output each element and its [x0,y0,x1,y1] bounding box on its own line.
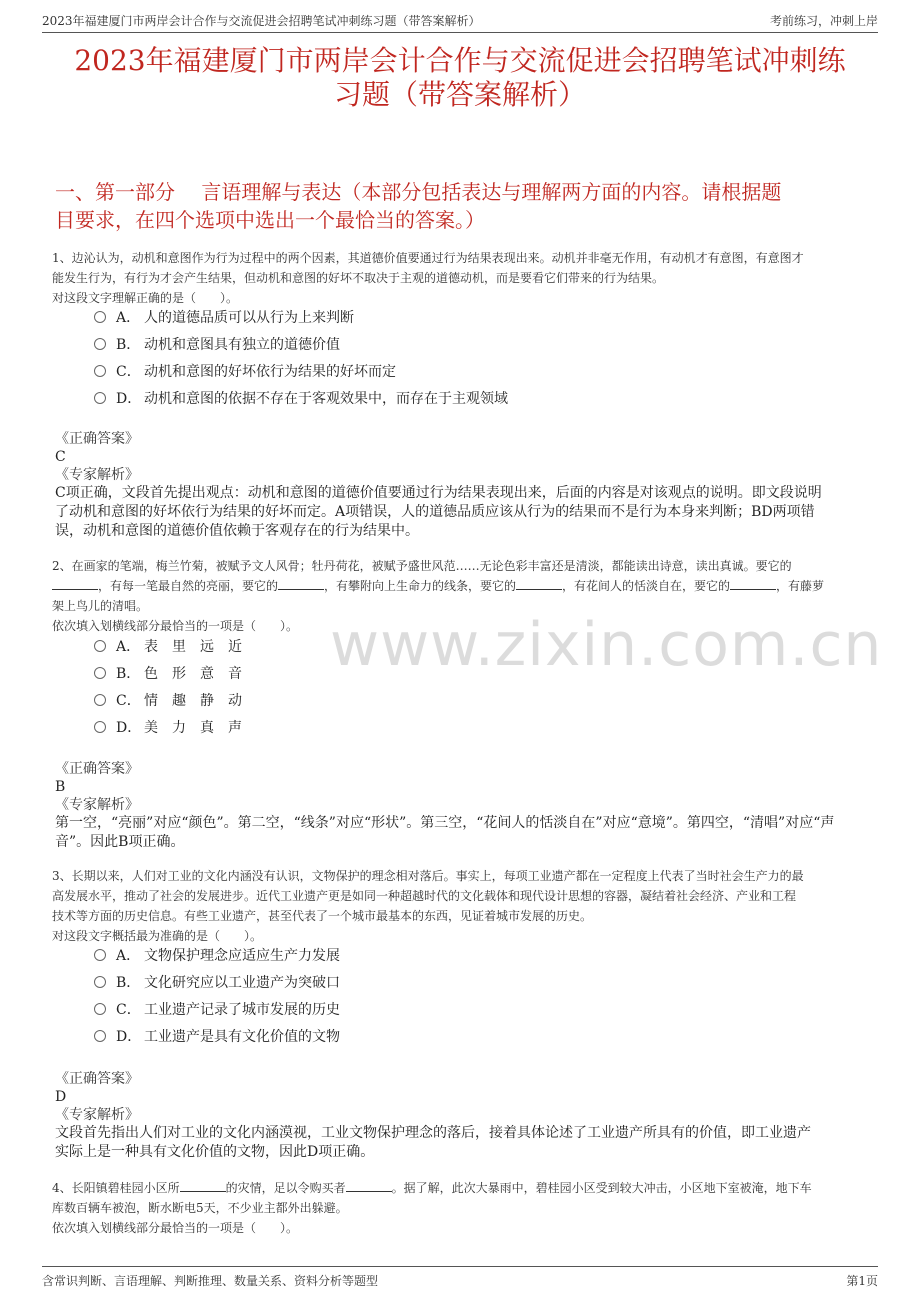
analysis-line: 文段首先指出人们对工业的文化内涵漠视，工业文物保护理念的落后，接着具体论述了工业遗产所具有的价值，即工业遗产 [55,1125,811,1141]
question-2-option-c[interactable] [94,690,242,712]
option-text: 动机和意图的好坏依行为结果的好坏而定 [144,364,396,380]
option-letter: A． [116,639,141,655]
header-doc-title: 2023年福建厦门市两岸会计合作与交流促进会招聘笔试冲刺练习题（带答案解析） [42,14,481,28]
correct-answer: C [55,449,66,465]
footer-description: 含常识判断、言语理解、判断推理、数量关系、资料分析等题型 [42,1274,379,1288]
radio-icon[interactable] [94,392,106,404]
question-2-option-d[interactable] [94,717,242,739]
question-1-option-b[interactable] [94,334,340,356]
stem-fragment: ，有藤萝 [776,579,825,593]
radio-icon[interactable] [94,949,106,961]
stem-line: 2、在画家的笔端，梅兰竹菊，被赋予文人风骨；牡丹荷花，被赋予盛世风范……无论色彩丰富还是清淡，都能读出诗意，读出真诚。要它的 [52,559,792,573]
option-text: 工业遗产记录了城市发展的历史 [144,1002,340,1018]
correct-answer-label: 《正确答案》 [55,761,139,777]
correct-answer: D [55,1089,67,1105]
radio-icon[interactable] [94,1003,106,1015]
analysis-line: 误，动机和意图的道德价值依赖于客观存在的行为结果中。 [55,523,419,539]
stem-fragment: 4、长阳镇碧桂园小区所 [52,1181,180,1195]
radio-icon[interactable] [94,667,106,679]
page-number: 第1页 [846,1274,878,1288]
option-letter: D． [116,720,142,736]
question-3-option-a[interactable] [94,945,340,967]
option-text: 文物保护理念应适应生产力发展 [144,948,340,964]
radio-icon[interactable] [94,1030,106,1042]
stem-fragment: 的灾情，足以令购买者 [225,1181,346,1195]
question-3-stem [52,866,872,946]
fill-blank [346,1179,392,1192]
option-letter: B． [116,337,141,353]
option-letter: B． [116,666,141,682]
option-letter: B． [116,975,141,991]
option-letter: D． [116,1029,142,1045]
analysis-line: 音”。因此B项正确。 [55,834,185,850]
analysis-line: 了动机和意图的好坏依行为结果的好坏而定。A项错误，人的道德品质应该从行为的结果而不是行为本身来判断；BD两项错 [55,504,815,520]
radio-icon[interactable] [94,338,106,350]
question-3-answer-block [55,1070,875,1162]
analysis-label: 《专家解析》 [55,797,139,813]
question-3-option-c[interactable] [94,999,340,1021]
title-line-1: 2023年福建厦门市两岸会计合作与交流促进会招聘笔试冲刺练 [74,44,846,77]
question-2-option-a[interactable] [94,636,242,658]
option-text: 色 形 意 音 [144,666,242,682]
option-text: 人的道德品质可以从行为上来判断 [144,310,354,326]
radio-icon[interactable] [94,311,106,323]
question-1-answer-block [55,430,875,541]
stem-line: 依次填入划横线部分最恰当的一项是（ ）。 [52,619,299,633]
option-text: 动机和意图的依据不存在于客观效果中，而存在于主观领域 [144,391,508,407]
stem-fragment: ，有花间人的恬淡自在，要它的 [562,579,731,593]
stem-line: 能发生行为，有行为才会产生结果，但动机和意图的好坏不取决于主观的道德动机，而是要看它们带来的行为结果。 [52,271,665,285]
analysis-label: 《专家解析》 [55,467,139,483]
correct-answer-label: 《正确答案》 [55,431,139,447]
option-letter: A． [116,948,141,964]
header-slogan: 考前练习，冲刺上岸 [769,14,878,28]
question-1-option-d[interactable] [94,388,508,410]
fill-blank [516,577,562,590]
analysis-line: C项正确，文段首先提出观点：动机和意图的道德价值要通过行为结果表现出来，后面的内容是对该观点的说明。即文段说明 [55,485,822,501]
analysis-line: 第一空，“亮丽”对应“颜色”。第二空，“线条”对应“形状”。第三空，“花间人的恬淡自在”对应“意境”。第四空，“清唱”对应“声 [55,815,835,831]
correct-answer-label: 《正确答案》 [55,1071,139,1087]
radio-icon[interactable] [94,976,106,988]
option-letter: C． [116,1002,141,1018]
stem-line: 库数百辆车被泡，断水断电5天，不少业主都外出躲避。 [52,1201,348,1215]
watermark: www.zixin.com.cn [330,610,883,680]
section-heading-line-1: 一、第一部分 言语理解与表达（本部分包括表达与理解两方面的内容。请根据题 [55,180,782,204]
question-4-stem [52,1178,872,1238]
stem-line: 依次填入划横线部分最恰当的一项是（ ）。 [52,1221,299,1235]
option-letter: A． [116,310,141,326]
fill-blank [180,1179,226,1192]
option-text: 表 里 远 近 [144,639,242,655]
option-letter: D． [116,391,142,407]
question-2-answer-block [55,760,875,852]
page-header [42,12,878,33]
fill-blank [52,577,98,590]
correct-answer: B [55,779,66,795]
question-2-option-b[interactable] [94,663,242,685]
fill-blank [278,577,324,590]
stem-fragment: ，有每一笔最自然的亮丽，要它的 [98,579,279,593]
stem-line: 3、长期以来，人们对工业的文化内涵没有认识，文物保护的理念相对落后。事实上，每项工业遗产都在一定程度上代表了当时社会生产力的最 [52,869,804,883]
question-1-option-c[interactable] [94,361,396,383]
option-letter: C． [116,693,141,709]
option-text: 美 力 真 声 [144,720,242,736]
stem-line: 高发展水平，推动了社会的发展进步。近代工业遗产更是如同一种超越时代的文化载体和现代设计思想的容器，凝结着社会经济、产业和工程 [52,889,797,903]
option-letter: C． [116,364,141,380]
analysis-line: 实际上是一种具有文化价值的文物，因此D项正确。 [55,1144,375,1160]
page-footer [42,1266,878,1289]
option-text: 动机和意图具有独立的道德价值 [144,337,340,353]
stem-fragment: 。据了解，此次大暴雨中，碧桂园小区受到较大冲击，小区地下室被淹，地下车 [391,1181,812,1195]
stem-line [52,1178,872,1198]
radio-icon[interactable] [94,721,106,733]
question-1-stem [52,248,872,308]
radio-icon[interactable] [94,640,106,652]
question-2-stem [52,556,872,636]
section-heading-line-2: 目要求，在四个选项中选出一个最恰当的答案。） [55,208,485,232]
stem-line [52,576,872,596]
option-text: 文化研究应以工业遗产为突破口 [144,975,340,991]
question-3-option-b[interactable] [94,972,340,994]
stem-line: 1、边沁认为，动机和意图作为行为过程中的两个因素，其道德价值要通过行为结果表现出来。动机并非毫无作用，有动机才有意图，有意图才 [52,251,804,265]
stem-line: 对这段文字概括最为准确的是（ ）。 [52,929,263,943]
radio-icon[interactable] [94,694,106,706]
question-3-option-d[interactable] [94,1026,340,1048]
stem-line: 对这段文字理解正确的是（ ）。 [52,291,239,305]
stem-fragment: ，有攀附向上生命力的线条，要它的 [324,579,517,593]
question-1-option-a[interactable] [94,307,354,329]
section-heading [55,178,870,234]
fill-blank [730,577,776,590]
option-text: 情 趣 静 动 [144,693,242,709]
option-text: 工业遗产是具有文化价值的文物 [144,1029,340,1045]
analysis-label: 《专家解析》 [55,1107,139,1123]
stem-line: 架上鸟儿的清唱。 [52,599,149,613]
radio-icon[interactable] [94,365,106,377]
document-title [40,44,880,112]
stem-line: 技术等方面的历史信息。有些工业遗产，甚至代表了一个城市最基本的东西，见证着城市发展的历史。 [52,909,593,923]
title-line-2: 习题（带答案解析） [333,78,586,111]
